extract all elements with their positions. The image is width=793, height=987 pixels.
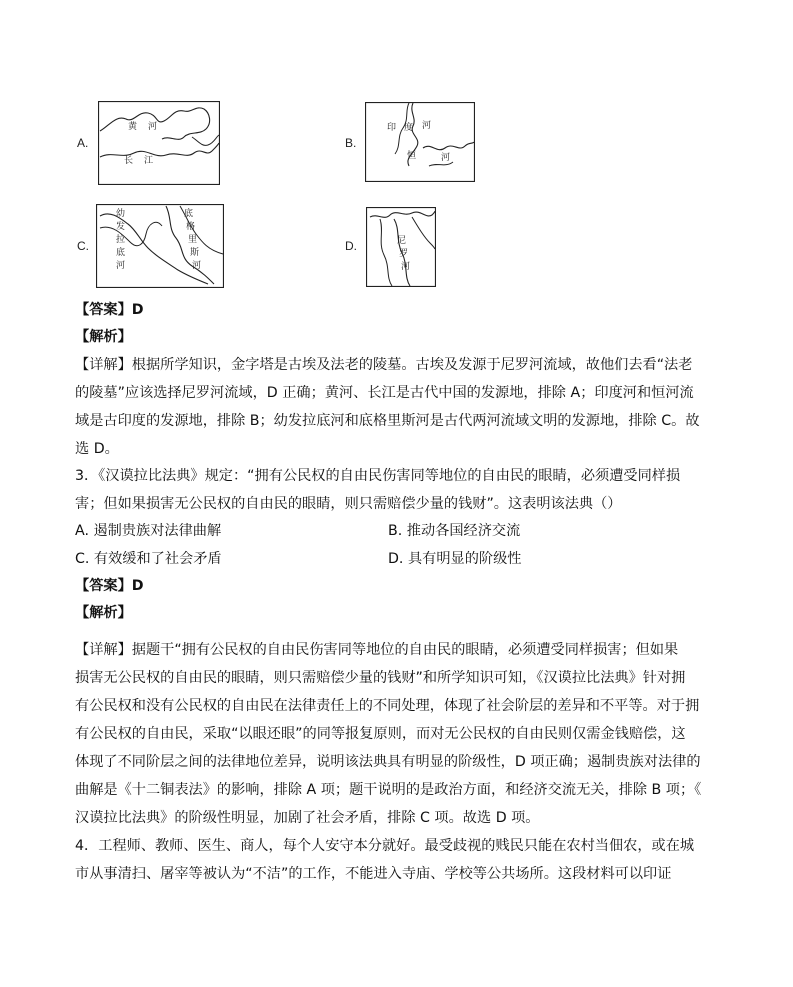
q4-stem-line-1: 4．工程师、教师、医生、商人，每个人安守本分就好。最受歧视的贱民只能在农村当佃农，或在城 [75, 838, 695, 854]
map-option-d-letter: D. [345, 239, 357, 253]
q3-answer: 【答案】D [75, 578, 144, 594]
q3-option-c: C. 有效缓和了社会矛盾 [75, 551, 222, 567]
q3-detail-line-1: 【详解】据题干“拥有公民权的自由民伤害同等地位的自由民的眼睛，必须遭受同样损害；但如果 [75, 642, 679, 658]
map-d-label-2: 罗 [399, 249, 409, 259]
q2-analysis-heading: 【解析】 [75, 329, 132, 345]
q3-detail-line-2: 损害无公民权的自由民的眼睛，则只需赔偿少量的钱财”和所学知识可知，《汉谟拉比法典》针对拥 [75, 670, 686, 686]
map-option-b [365, 102, 475, 182]
q3-stem-line-2: 害；但如果损害无公民权的自由民的眼睛，则只需赔偿少量的钱财”。这表明该法典（） [75, 496, 622, 512]
map-a-label-2: 河 [148, 122, 158, 132]
map-indus-ganges [365, 102, 475, 182]
q2-answer: 【答案】D [75, 302, 144, 318]
map-c-label-3: 拉 [116, 235, 126, 245]
q4-stem-line-2: 市从事清扫、屠宰等被认为“不洁”的工作，不能进入寺庙、学校等公共场所。这段材料可以印证 [75, 866, 672, 882]
q3-detail-line-6: 曲解是《十二铜表法》的影响，排除 A 项；题干说明的是政治方面，和经济交流无关，排除 B 项；《 [75, 782, 702, 798]
map-d-label-1: 尼 [397, 236, 407, 246]
map-b-label-1: 印 [387, 123, 397, 133]
q2-detail-line-3: 域是古印度的发源地，排除 B；幼发拉底河和底格里斯河是古代两河流域文明的发源地，排除 C。故 [75, 413, 700, 429]
map-d-label-3: 河 [401, 262, 411, 272]
map-b-label-2: 度 [404, 123, 414, 133]
map-option-c-letter: C. [77, 239, 89, 253]
q3-option-d: D. 具有明显的阶级性 [388, 551, 522, 567]
map-c-label-5: 河 [116, 261, 126, 271]
q2-detail-line-4: 选 D。 [75, 441, 119, 457]
map-b-label-4: 恒 [407, 151, 417, 161]
map-b-label-3: 河 [422, 121, 432, 131]
map-option-b-letter: B. [345, 136, 357, 150]
q3-option-b: B. 推动各国经济交流 [388, 523, 521, 539]
q2-detail-line-1: 【详解】根据所学知识，金字塔是古埃及法老的陵墓。古埃及发源于尼罗河流域，故他们去看“法老 [75, 357, 693, 373]
map-c-label-8: 里 [188, 235, 198, 245]
q3-analysis-heading: 【解析】 [75, 605, 132, 621]
q3-option-a: A. 遏制贵族对法律曲解 [75, 523, 222, 539]
q3-detail-line-7: 汉谟拉比法典》的阶级性明显，加剧了社会矛盾，排除 C 项。故选 D 项。 [75, 810, 540, 826]
map-b-label-5: 河 [441, 153, 451, 163]
map-option-a-letter: A. [77, 136, 89, 150]
map-c-label-10: 河 [192, 261, 202, 271]
map-nile [366, 207, 436, 287]
map-a-label-1: 黄 [128, 122, 138, 132]
q3-detail-line-5: 体现了不同阶层之间的法律地位差异，说明该法典具有明显的阶级性，D 项正确；遏制贵族对法律的 [75, 754, 701, 770]
map-option-d [366, 207, 436, 287]
map-c-label-9: 斯 [190, 248, 200, 258]
map-yellow-yangtze [98, 101, 220, 185]
map-a-label-3: 长 [124, 156, 134, 166]
map-option-a [98, 101, 220, 185]
map-option-c [96, 204, 224, 288]
map-c-label-6: 底 [184, 209, 194, 219]
q3-detail-line-4: 有公民权的自由民，采取“以眼还眼”的同等报复原则，而对无公民权的自由民则仅需金钱赔偿，这 [75, 726, 686, 742]
map-c-label-4: 底 [116, 248, 126, 258]
q3-detail-line-3: 有公民权和没有公民权的自由民在法律责任上的不同处理，体现了社会阶层的差异和不平等。对于拥 [75, 698, 700, 714]
map-c-label-7: 格 [186, 222, 196, 232]
q3-stem-line-1: 3．《汉谟拉比法典》规定：“拥有公民权的自由民伤害同等地位的自由民的眼睛，必须遭受同样损 [75, 468, 681, 484]
map-c-label-2: 发 [116, 222, 126, 232]
map-a-label-4: 江 [144, 156, 154, 166]
map-c-label-1: 幼 [116, 209, 126, 219]
map-mesopotamia [96, 204, 224, 288]
q2-detail-line-2: 的陵墓”应该选择尼罗河流域，D 正确；黄河、长江是古代中国的发源地，排除 A；印度河和恒河流 [75, 385, 694, 401]
